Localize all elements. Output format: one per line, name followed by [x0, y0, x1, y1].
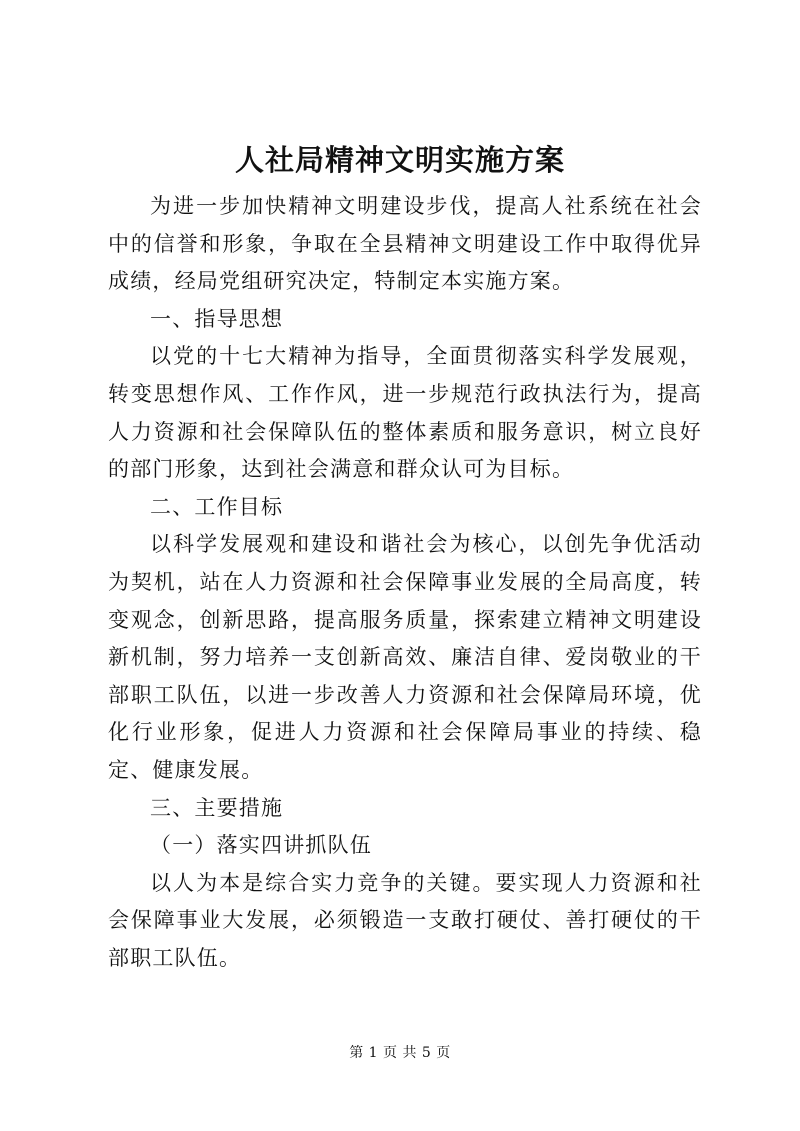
section-heading-work-goals: 二、工作目标 [150, 494, 284, 519]
work-goals-paragraph: 以科学发展观和建设和谐社会为核心，以创先争优活动为契机，站在人力资源和社会保障事业发展的全局高度，转变观念，创新思路，提高服务质量，探索建立精神文明建设新机制，努力培养一支创新高效、廉洁自律、爱岗敬业的干部职工队伍，以进一步改善人力资源和社会保障局环境，优化行业形象，促进人力资源和社会保障局事业的持续、稳定、健康发展。 [108, 532, 702, 782]
document-title: 人社局精神文明实施方案 [234, 143, 565, 177]
section-heading-guiding-ideology: 一、指导思想 [150, 306, 284, 331]
subsection-heading-team: （一）落实四讲抓队伍 [150, 833, 372, 858]
intro-paragraph: 为进一步加快精神文明建设步伐，提高人社系统在社会中的信誉和形象，争取在全县精神文明建设工作中取得优异成绩，经局党组研究决定，特制定本实施方案。 [108, 194, 702, 294]
team-paragraph: 以人为本是综合实力竞争的关键。要实现人力资源和社会保障事业大发展，必须锻造一支敢打硬仗、善打硬仗的干部职工队伍。 [108, 870, 702, 970]
document-body [108, 188, 702, 977]
page-number-footer: 第 1 页 共 5 页 [349, 1045, 451, 1061]
guiding-ideology-paragraph: 以党的十七大精神为指导，全面贯彻落实科学发展观，转变思想作风、工作作风，进一步规范行政执法行为，提高人力资源和社会保障队伍的整体素质和服务意识，树立良好的部门形象，达到社会满意和群众认可为目标。 [108, 344, 702, 482]
section-heading-main-measures: 三、主要措施 [150, 795, 284, 820]
